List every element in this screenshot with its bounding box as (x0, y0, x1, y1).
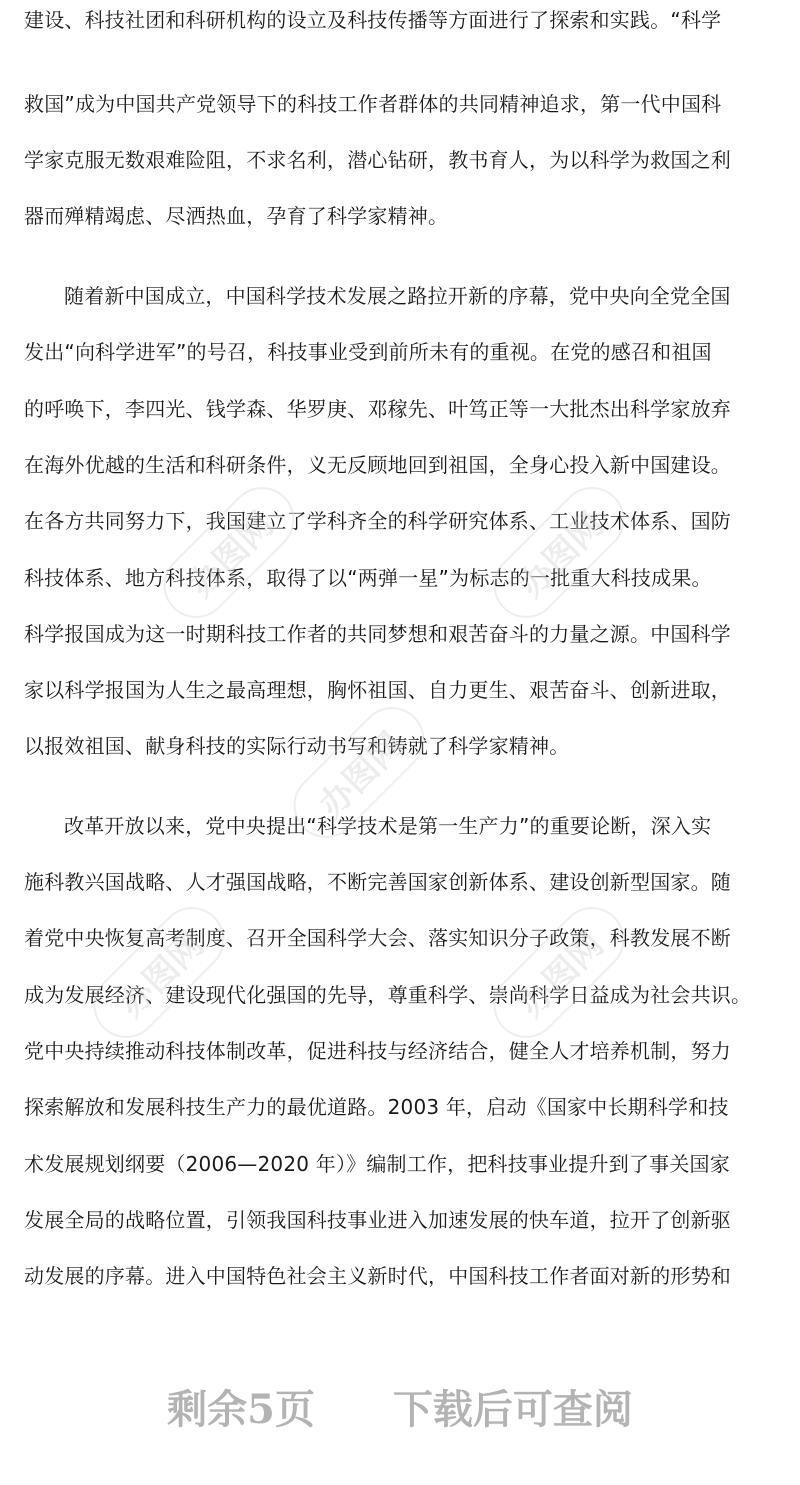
text-line: 术发展规划纲要（2006—2020 年）》编制工作，把科技事业提升到了事关国家 (24, 1152, 730, 1176)
download-banner[interactable] (0, 1382, 800, 1438)
watermark: 办图网 (80, 894, 238, 1052)
text-line: 成为发展经济、建设现代化强国的先导，尊重科学、崇尚科学日益成为社会共识。 (24, 983, 752, 1007)
text-line: 救国”成为中国共产党领导下的科技工作者群体的共同精神追求，第一代中国科 (24, 92, 722, 116)
text-line: 科技体系、地方科技体系，取得了以“两弹一星”为标志的一批重大科技成果。 (24, 566, 712, 590)
text-line: 建设、科技社团和科研机构的设立及科技传播等方面进行了探索和实践。“科学 (24, 8, 722, 32)
text-line: 探索解放和发展科技生产力的最优道路。2003 年，启动《国家中长期科学和技 (24, 1095, 729, 1119)
text-line: 的呼唤下，李四光、钱学森、华罗庚、邓稼先、叶笃正等一大批杰出科学家放弃 (24, 397, 731, 421)
text-line: 发出“向科学进军”的号召，科技事业受到前所未有的重视。在党的感召和祖国 (24, 340, 712, 364)
text-line: 在海外优越的生活和科研条件，义无反顾地回到祖国，全身心投入新中国建设。 (24, 453, 731, 477)
text-line: 学家克服无数艰难险阻，不求名利，潜心钻研，教书育人，为以科学为救国之利 (24, 148, 731, 172)
text-line: 党中央持续推动科技体制改革，促进科技与经济结合，健全人才培养机制，努力 (24, 1039, 731, 1063)
text-line: 随着新中国成立，中国科学技术发展之路拉开新的序幕，党中央向全党全国 (64, 284, 731, 308)
watermark: 办图网 (480, 894, 638, 1052)
remaining-pages-label: 剩余5页 (167, 1386, 315, 1433)
text-line: 家以科学报国为人生之最高理想，胸怀祖国、自力更生、艰苦奋斗、创新进取， (24, 678, 731, 702)
download-to-view-label: 下载后可查阅 (392, 1386, 633, 1433)
text-line: 器而殚精竭虑、尽洒热血，孕育了科学家精神。 (24, 204, 449, 228)
text-line: 施科教兴国战略、人才强国战略，不断完善国家创新体系、建设创新型国家。随 (24, 870, 731, 894)
text-line: 改革开放以来，党中央提出“科学技术是第一生产力”的重要论断，深入实 (64, 814, 712, 838)
watermark: 办图网 (480, 474, 638, 632)
watermark: 办图网 (280, 694, 438, 852)
watermark: 办图网 (150, 474, 308, 632)
text-line: 科学报国成为这一时期科技工作者的共同梦想和艰苦奋斗的力量之源。中国科学 (24, 622, 731, 646)
text-line: 以报效祖国、献身科技的实际行动书写和铸就了科学家精神。 (24, 734, 570, 758)
text-line: 着党中央恢复高考制度、召开全国科学大会、落实知识分子政策，科教发展不断 (24, 926, 731, 950)
text-line: 在各方共同努力下，我国建立了学科齐全的科学研究体系、工业技术体系、国防 (24, 509, 731, 533)
text-line: 发展全局的战略位置，引领我国科技事业进入加速发展的快车道，拉开了创新驱 (24, 1208, 731, 1232)
text-line: 动发展的序幕。进入中国特色社会主义新时代，中国科技工作者面对新的形势和 (24, 1264, 731, 1288)
